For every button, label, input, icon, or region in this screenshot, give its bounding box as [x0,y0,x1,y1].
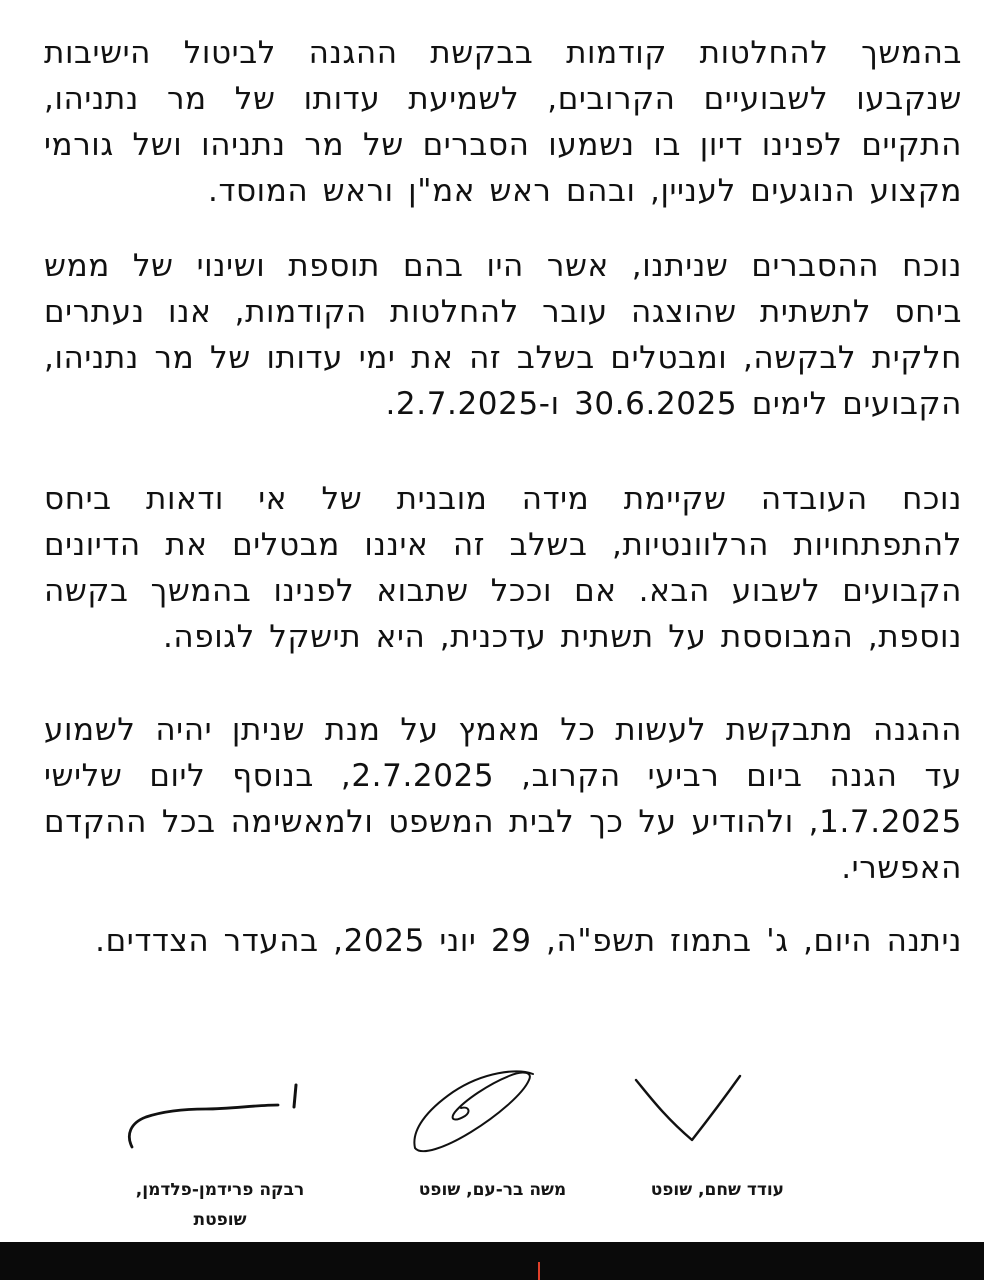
paragraph-given-date: ניתנה היום, ג' בתמוז תשפ"ה, 29 יוני 2025, בהעדר הצדדים. [95,923,962,959]
signature-moshe-bar-am [385,1175,600,1205]
signature-line: משה בר-עם, שופט [418,1180,567,1200]
signature-line: רבקה פרידמן-פלדמן, [135,1180,305,1200]
signature-scribble-right [630,1072,745,1147]
paragraph-uncertainty: נוכח העובדה שקיימת מידה מובנית של אי ודאות ביחס להתפתחויות הרלוונטיות, בשלב זה איננו מבטלים את הדיונים הקבועים לשבוע הבא. אם וככל שתבוא לפנינו בהמשך בקשה נוספת, המבוססת על תשתית עדכנית, היא תישקל לגופה. [44,481,962,655]
signature-scribble-middle [405,1060,540,1160]
signature-scribble-left [120,1075,310,1155]
paragraph-background: בהמשך להחלטות קודמות בבקשת ההגנה לביטול הישיבות שנקבעו לשבועיים הקרובים, לשמיעת עדותו של מר נתניהו, התקיים לפנינו דיון בו נשמעו הסברים של מר נתניהו ושל גורמי מקצוע הנוגעים לעניין, ובהם ראש אמ"ן וראש המוסד. [44,35,962,209]
signature-line: עודד שחם, שופט [650,1180,784,1200]
paragraph-defense-instruction: ההגנה מתבקשת לעשות כל מאמץ על מנת שניתן יהיה לשמוע עד הגנה ביום רביעי הקרוב, 2.7.2025, בנוסף ליום שלישי 1.7.2025, ולהודיע על כך לבית המשפט ולמאשימה בכל ההקדם האפשרי. [44,712,962,886]
paragraph-ruling: נוכח ההסברים שניתנו, אשר היו בהם תוספת ושינוי של ממש ביחס לתשתית שהוצגה עובר להחלטות הקודמות, אנו נעתרים חלקית לבקשה, ומבטלים בשלב זה את ימי עדותו של מר נתניהו, הקבועים לימים 30.6.2025 ו-2.7.2025. [44,248,962,422]
signature-line: שופטת [193,1210,247,1230]
bottom-black-bar [0,1242,984,1280]
red-cursor-mark [538,1262,540,1280]
